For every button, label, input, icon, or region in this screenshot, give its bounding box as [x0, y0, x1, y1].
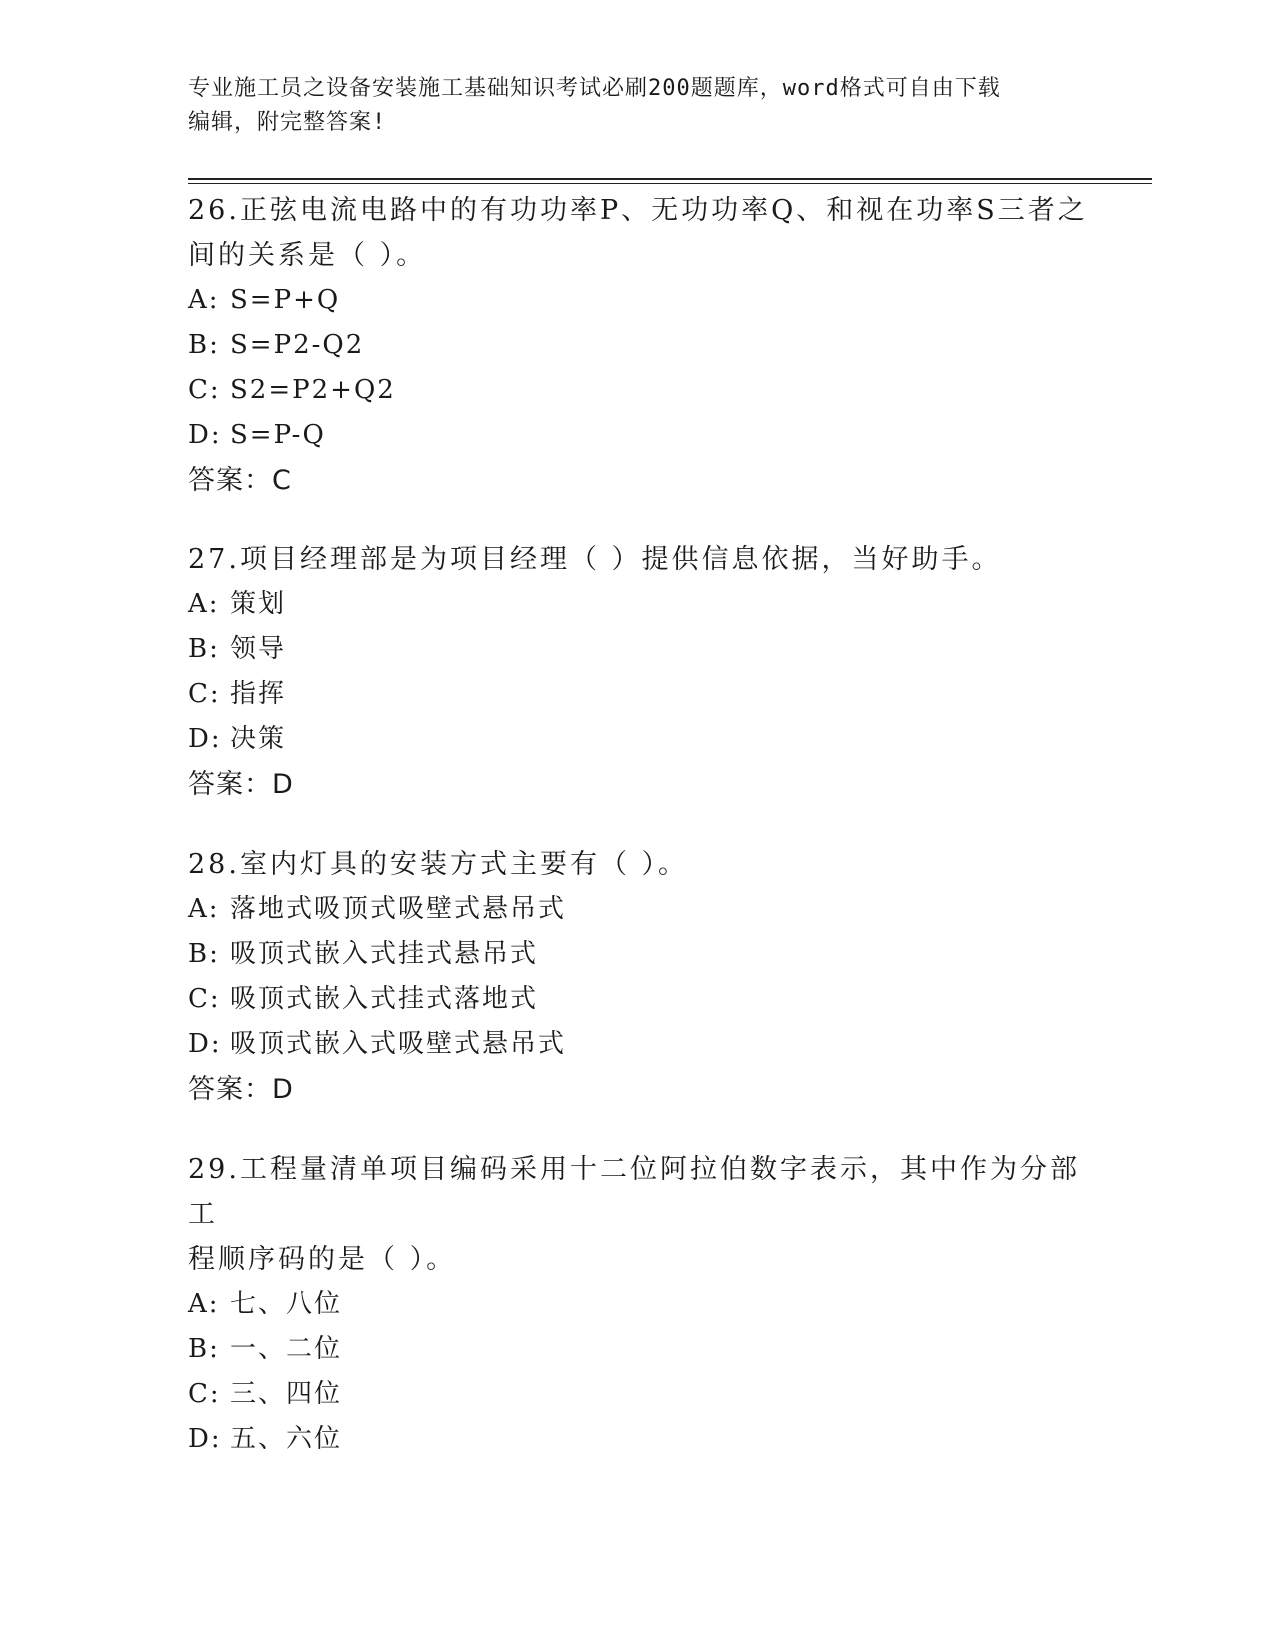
option-letter: A: — [188, 1289, 220, 1319]
option-text: S=P+Q — [230, 285, 341, 315]
option-c — [188, 1372, 1088, 1417]
document-header — [188, 72, 1088, 140]
question-stem-line1: 29.工程量清单项目编码采用十二位阿拉伯数字表示，其中作为分部工 — [188, 1154, 1080, 1230]
option-letter: C: — [188, 1379, 221, 1409]
option-letter: A: — [188, 894, 220, 924]
option-letter: B: — [188, 1334, 220, 1364]
question-26 — [188, 188, 1088, 504]
option-text: 吸顶式嵌入式吸壁式悬吊式 — [230, 1029, 567, 1059]
question-stem-line2: 程顺序码的是（ ）。 — [188, 1244, 457, 1275]
option-letter: D: — [188, 724, 222, 754]
question-stem-line1: 26.正弦电流电路中的有功功率P、无功功率Q、和视在功率S三者之 — [188, 195, 1088, 226]
answer-label: 答案：D — [188, 769, 294, 800]
option-c — [188, 368, 1088, 413]
option-letter: C: — [188, 679, 221, 709]
question-29 — [188, 1147, 1088, 1462]
option-a — [188, 582, 1088, 627]
option-b — [188, 932, 1088, 977]
header-divider-thick — [188, 178, 1152, 180]
question-stem-line2: 间的关系是（ ）。 — [188, 240, 427, 271]
option-a — [188, 1282, 1088, 1327]
header-title-line2: 编辑，附完整答案! — [188, 110, 387, 135]
option-text: 三、四位 — [230, 1379, 343, 1409]
option-letter: C: — [188, 375, 221, 405]
option-text: S2=P2+Q2 — [230, 375, 396, 405]
option-d — [188, 1417, 1088, 1462]
option-b — [188, 627, 1088, 672]
option-text: 落地式吸顶式吸壁式悬吊式 — [230, 894, 567, 924]
option-letter: C: — [188, 984, 221, 1014]
option-c — [188, 672, 1088, 717]
option-text: 领导 — [230, 634, 287, 664]
answer-label: 答案：D — [188, 1074, 294, 1105]
option-text: 七、八位 — [230, 1289, 343, 1319]
option-letter: B: — [188, 330, 220, 360]
question-stem-line1: 27.项目经理部是为项目经理（ ）提供信息依据，当好助手。 — [188, 544, 1002, 575]
option-text: 五、六位 — [230, 1424, 343, 1454]
option-d — [188, 717, 1088, 762]
option-letter: B: — [188, 939, 220, 969]
option-c — [188, 977, 1088, 1022]
option-letter: D: — [188, 1029, 222, 1059]
option-text: 策划 — [230, 589, 287, 619]
option-letter: D: — [188, 420, 222, 450]
option-text: S=P-Q — [230, 420, 326, 450]
option-text: 指挥 — [230, 679, 287, 709]
option-letter: A: — [188, 589, 220, 619]
question-stem-line1: 28.室内灯具的安装方式主要有（ ）。 — [188, 849, 689, 880]
option-text: 决策 — [230, 724, 287, 754]
option-letter: D: — [188, 1424, 222, 1454]
option-letter: B: — [188, 634, 220, 664]
question-27 — [188, 537, 1088, 808]
option-d — [188, 413, 1088, 458]
option-d — [188, 1022, 1088, 1067]
option-a — [188, 887, 1088, 932]
option-b — [188, 1327, 1088, 1372]
option-b — [188, 323, 1088, 368]
option-text: 吸顶式嵌入式挂式悬吊式 — [230, 939, 539, 969]
question-28 — [188, 842, 1088, 1113]
header-divider-thin — [188, 183, 1152, 184]
option-text: 吸顶式嵌入式挂式落地式 — [230, 984, 539, 1014]
answer-label: 答案：C — [188, 465, 292, 496]
header-title-line1: 专业施工员之设备安装施工基础知识考试必刷200题题库，word格式可自由下载 — [188, 76, 1001, 101]
option-text: S=P2-Q2 — [230, 330, 365, 360]
option-a — [188, 278, 1088, 323]
option-letter: A: — [188, 285, 220, 315]
option-text: 一、二位 — [230, 1334, 343, 1364]
